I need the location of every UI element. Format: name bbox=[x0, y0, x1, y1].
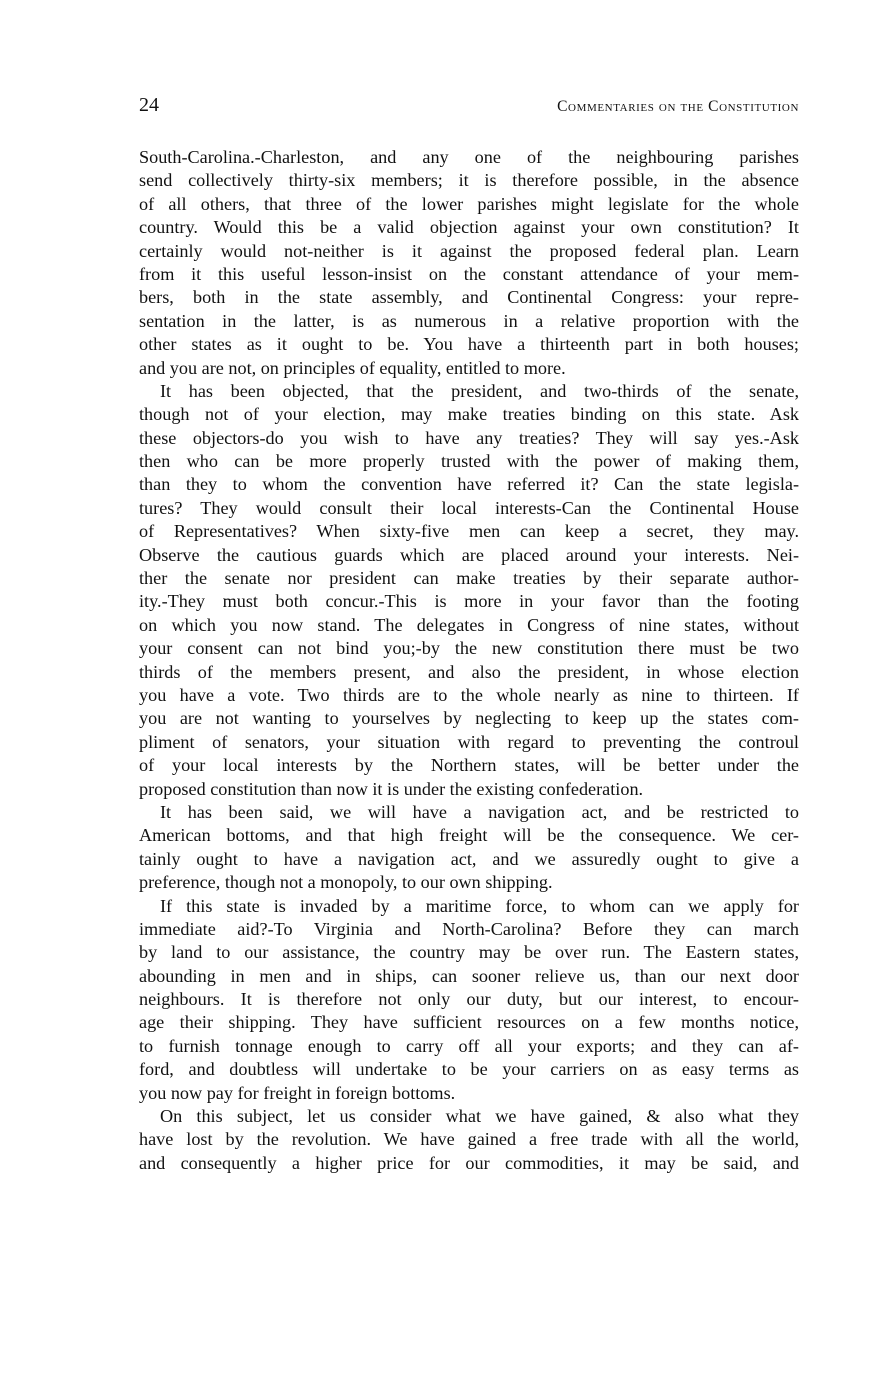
text-line: of all others, that three of the lower parishes might legislate for the whole bbox=[139, 193, 799, 214]
text-line: send collectively thirty-six members; it is therefore possible, in the absence bbox=[139, 170, 799, 191]
text-line: country. Would this be a valid objection against your own constitution? It bbox=[139, 217, 799, 238]
text-line: to furnish tonnage enough to carry off all your exports; and they can af- bbox=[139, 1035, 799, 1056]
text-line: other states as it ought to be. You have a thirteenth part in both houses; bbox=[139, 334, 799, 355]
text-line: and you are not, on principles of equality, entitled to more. bbox=[139, 357, 566, 378]
text-line: abounding in men and in ships, can sooner relieve us, than our next door bbox=[139, 965, 799, 986]
text-line: of your local interests by the Northern states, will be better under the bbox=[139, 755, 799, 776]
text-line: you now pay for freight in foreign bottoms. bbox=[139, 1082, 456, 1103]
text-line: If this state is invaded by a maritime force, to whom can we apply for bbox=[160, 895, 799, 916]
text-line: proposed constitution than now it is under the existing confederation. bbox=[139, 778, 644, 799]
running-head: Commentaries on the Constitution bbox=[557, 98, 799, 115]
text-line: bers, both in the state assembly, and Continental Congress: your repre- bbox=[139, 287, 799, 308]
text-line: tures? They would consult their local interests-Can the Continental House bbox=[139, 497, 799, 518]
text-line: American bottoms, and that high freight will be the consequence. We cer- bbox=[139, 825, 799, 846]
text-line: on which you now stand. The delegates in Congress of nine states, without bbox=[139, 614, 799, 635]
text-line: by land to our assistance, the country may be over run. The Eastern states, bbox=[139, 942, 799, 963]
text-line: age their shipping. They have sufficient resources on a few months notice, bbox=[139, 1012, 799, 1033]
body-text bbox=[139, 146, 799, 1175]
text-line: tainly ought to have a navigation act, and we assuredly ought to give a bbox=[139, 848, 799, 869]
text-line: of Representatives? When sixty-five men can keep a secret, they may. bbox=[139, 521, 799, 542]
text-line: ther the senate nor president can make treaties by their separate author- bbox=[139, 568, 799, 589]
text-line: you have a vote. Two thirds are to the whole nearly as nine to thirteen. If bbox=[139, 684, 799, 705]
text-line: certainly would not-neither is it against the proposed federal plan. Learn bbox=[139, 240, 799, 261]
text-line: South-Carolina.-Charleston, and any one of the neighbouring parishes bbox=[139, 147, 799, 167]
text-line: preference, though not a monopoly, to our own shipping. bbox=[139, 872, 553, 893]
text-line: It has been said, we will have a navigation act, and be restricted to bbox=[160, 801, 799, 822]
text-line: than they to whom the convention have referred it? Can the state legisla- bbox=[139, 474, 799, 495]
text-line: these objectors-do you wish to have any treaties? They will say yes.-Ask bbox=[139, 427, 799, 448]
text-line: thirds of the members present, and also the president, in whose election bbox=[139, 661, 799, 682]
text-line: then who can be more properly trusted with the power of making them, bbox=[139, 451, 799, 472]
text-line: your consent can not bind you;-by the new constitution there must be two bbox=[139, 638, 799, 659]
text-line: from it this useful lesson-insist on the constant attendance of your mem- bbox=[139, 263, 799, 284]
text-line: ford, and doubtless will undertake to be your carriers on as easy terms as bbox=[139, 1059, 799, 1080]
text-line: sentation in the latter, is as numerous in a relative proportion with the bbox=[139, 310, 799, 331]
text-line: pliment of senators, your situation with regard to preventing the controul bbox=[139, 731, 799, 752]
text-line: It has been objected, that the president, and two-thirds of the senate, bbox=[160, 380, 799, 401]
text-line: have lost by the revolution. We have gained a free trade with all the world, bbox=[139, 1129, 799, 1150]
text-line: Observe the cautious guards which are placed around your interests. Nei- bbox=[139, 544, 799, 565]
page-number: 24 bbox=[139, 94, 159, 116]
page-header bbox=[139, 94, 799, 122]
text-line: On this subject, let us consider what we have gained, & also what they bbox=[160, 1106, 799, 1127]
text-line: though not of your election, may make treaties binding on this state. Ask bbox=[139, 404, 799, 425]
text-line: ity.-They must both concur.-This is more in your favor than the footing bbox=[139, 591, 799, 612]
text-line: you are not wanting to yourselves by neglecting to keep up the states com- bbox=[139, 708, 799, 729]
text-line: immediate aid?-To Virginia and North-Carolina? Before they can march bbox=[139, 918, 799, 939]
text-line: and consequently a higher price for our commodities, it may be said, and bbox=[139, 1152, 799, 1173]
text-line: neighbours. It is therefore not only our duty, but our interest, to encour- bbox=[139, 989, 799, 1010]
